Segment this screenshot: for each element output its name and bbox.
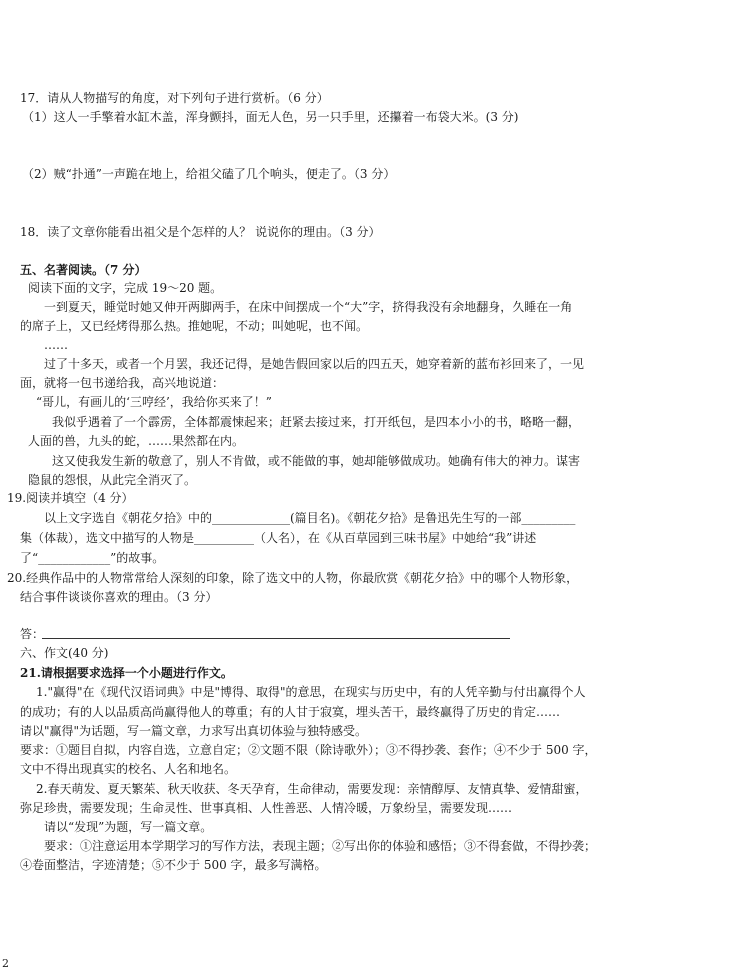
topic1-line2: 的成功；有的人以品质高尚赢得他人的尊重；有的人甘于寂寞，埋头苦干，最终赢得了历史的肯定…… [20,705,561,719]
q19-line3: 了“____________”的故事。 [20,551,165,565]
passage-p1-line2: 的席子上，又已经烤得那么热。推她呢，不动；叫她呢，也不闻。 [20,319,369,333]
passage-p1-line1: 一到夏天，睡觉时她又伸开两脚两手，在床中间摆成一个“大”字，挤得我没有余地翻身，久睡在一角 [44,300,573,314]
topic2-line2: 弥足珍贵，需要发现；生命灵性、世事真相、人性善恶、人情冷暖，万象纷呈，需要发现…… [20,801,513,815]
passage-p5-line1: 这又使我发生新的敬意了，别人不肯做，或不能做的事，她却能够做成功。她确有伟大的神力。谋害 [52,454,581,468]
q17-title: 17．请从人物描写的角度，对下列句子进行赏析。（6 分） [20,91,329,105]
q18-question: 18．读了文章你能看出祖父是个怎样的人？ 说说你的理由。（3 分） [20,225,381,239]
q17-sentence-1: （1）这人一手擎着水缸木盖，浑身颤抖，面无人色，另一只手里，还攥着一布袋大米。(3 分) [22,110,519,124]
page-number: 2 [2,957,9,970]
q20-answer-label: 答： [20,627,45,641]
q20-line1: 20.经典作品中的人物常常给人深刻的印象，除了选文中的人物，你最欣赏《朝花夕拾》中的哪个人物形象， [7,571,579,585]
passage-p4-line2: 人面的兽，九头的蛇，……果然都在内。 [28,434,245,448]
topic2-requirements-1: 要求：①注意运用本学期学习的写作方法，表现主题；②写出你的体验和感悟；③不得套做，不得抄袭； [44,839,597,853]
q21-instruction: 21.请根据要求选择一个小题进行作文。 [20,666,233,680]
q19-line1: 以上文字选自《朝花夕拾》中的_____________(篇目名)。《朝花夕拾》是鲁迅先生写的一部_________ [44,511,576,525]
passage-p5-line2: 隐鼠的怨恨，从此完全消灭了。 [28,473,197,487]
topic2-requirements-2: ④卷面整洁，字迹清楚；⑤不少于 500 字，最多写满格。 [20,858,327,872]
q20-line2: 结合事件谈谈你喜欢的理由。（3 分） [20,590,218,604]
q17-sentence-2: （2）贼“扑通”一声跪在地上，给祖父磕了几个响头，便走了。（3 分） [22,167,396,181]
passage-p4-line1: 我似乎遇着了一个霹雳，全体都震悚起来；赶紧去接过来，打开纸包，是四本小小的书，略略一翻， [52,415,581,429]
topic1-line3: 请以"赢得"为话题，写一篇文章，力求写出真切体验与独特感受。 [20,724,368,738]
passage-ellipsis: …… [44,338,68,352]
passage-quote: “哥儿，有画儿的‘三哼经’，我给你买来了！” [36,395,272,409]
section6-heading: 六、作文(40 分) [20,646,109,660]
q19-title: 19.阅读并填空（4 分） [7,491,134,505]
topic2-line3: 请以“发现”为题，写一篇文章。 [44,820,213,834]
topic1-line1: 1."赢得"在《现代汉语词典》中是"博得、取得"的意思，在现实与历史中，有的人凭辛勤与付出赢得个人 [36,685,586,699]
topic1-requirements-2: 文中不得出现真实的校名、人名和地名。 [20,762,237,776]
topic1-requirements-1: 要求：①题目自拟，内容自选，立意自定；②文题不限（除诗歌外）；③不得抄袭、套作；④不少于 500 字， [20,743,597,757]
topic2-line1: 2.春天萌发、夏天繁茱、秋天收获、冬天孕育，生命律动，需要发现：亲情醇厚、友情真挚、爱情甜蜜， [36,782,588,796]
section5-heading: 五、名著阅读。（7 分） [20,263,147,277]
passage-p2-line1: 过了十多天，或者一个月罢，我还记得，是她告假回家以后的四五天，她穿着新的蓝布衫回来了，一见 [44,357,585,371]
answer-line[interactable] [42,638,510,639]
passage-p2-line2: 面，就将一包书递给我，高兴地说道： [20,376,225,390]
q19-line2: 集（体裁），选文中描写的人物是__________（人名），在《从百草园到三味书屋》中她给“我”讲述 [20,531,537,545]
section5-intro: 阅读下面的文字，完成 19～20 题。 [28,281,223,295]
